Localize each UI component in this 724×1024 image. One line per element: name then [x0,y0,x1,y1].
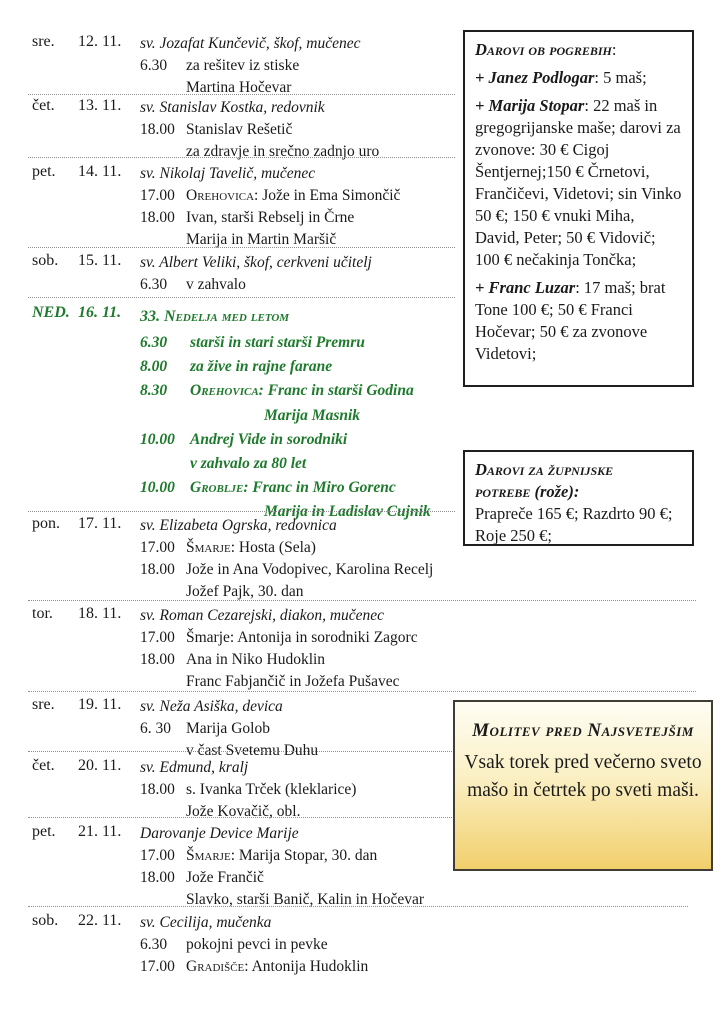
mass-intention: : Marija Stopar, 30. dan [230,847,378,864]
date-label: 12. 11. [78,33,122,50]
date-label: 19. 11. [78,696,122,713]
row-separator [28,691,696,692]
feast-title: Darovanje Device Marije [140,825,299,842]
mass-intention: za rešitev iz stiske [186,57,300,74]
mass-intention: Ivan, starši Rebselj in Črne [186,209,355,226]
mass-intention: Franc Fabjančič in Jožefa Pušavec [186,673,400,690]
row-separator [28,600,696,601]
mass-time: 18.00 [140,121,175,138]
mass-intention: v zahvalo [186,276,246,293]
place-name: Groblje [190,479,244,497]
funeral-entry-details: : 22 maš in gregogrijanske maše; darovi za zvonove: 30 € Cigoj Šentjernej;150 € Črnetovi, Frančičevi, Videtovi; sin Vinko 50 €; 150 € vnuki Miha, David, Peter; 50 € Vidovič; 100 € nečakinja Tončka; [475,96,682,269]
mass-line [140,627,700,649]
mass-time: 6.30 [140,334,168,351]
place-name: Gradišče [186,958,245,975]
date-label: 14. 11. [78,163,122,180]
row-separator [28,157,455,158]
funeral-entry [475,277,682,365]
feast-title: sv. Nikolaj Tavelič, mučenec [140,165,316,182]
mass-line [140,404,700,428]
mass-time: 10.00 [140,430,175,448]
mass-time: 8.30 [140,382,168,400]
day-label: sob. [32,252,59,269]
feast-title: sv. Cecilija, mučenka [140,914,272,931]
mass-intention: Marija in Martin Maršič [186,231,337,248]
feast-title: sv. Roman Cezarejski, diakon, mučenec [140,607,385,624]
row-content [140,912,700,978]
feast-title: sv. Elizabeta Ogrska, redovnica [140,517,337,534]
mass-time [140,77,186,99]
day-label: sre. [32,33,55,50]
mass-time: 6.30 [140,57,168,74]
day-label: pet. [32,163,56,180]
row-separator [28,511,455,512]
prayer-box-title: Molitev pred Najsvetejšim [472,720,694,741]
mass-intention: Ana in Niko Hudoklin [186,651,326,668]
mass-intention: pokojni pevci in pevke [186,936,328,953]
feast-title: sv. Edmund, kralj [140,759,249,776]
mass-intention: : Jože in Ema Simončič [254,187,401,204]
mass-time: 18.00 [140,209,175,226]
mass-line [140,649,700,671]
mass-intention: s. Ivanka Trček (kleklarice) [186,781,357,798]
mass-time [140,671,186,693]
mass-intention: v zahvalo za 80 let [190,455,307,473]
mass-time: 6.30 [140,276,168,293]
mass-intention: Martina Hočevar [186,79,292,96]
mass-intention: : Antonija Hudoklin [244,958,369,975]
funeral-box-entries [475,67,682,365]
place-name: Orehovica [186,187,255,204]
funeral-entry-details: : 17 maš; brat Tone 100 €; 50 € Franci Hočevar; 50 € za zvonove Videtovi; [475,278,666,363]
parish-needs-header-line2: potrebe (rože): [475,482,580,501]
mass-time: 18.00 [140,561,175,578]
mass-time: 18.00 [140,869,175,886]
mass-line [140,428,700,452]
funeral-box-header [475,39,682,61]
mass-line [140,889,700,911]
mass-line [140,934,700,956]
feast-title: sv. Albert Veliki, škof, cerkveni učitelj [140,254,372,271]
mass-time: 6.30 [140,936,168,953]
date-label: 22. 11. [78,912,122,929]
row-separator [28,94,455,95]
place-name: Šmarje [186,539,231,556]
mass-line [140,956,700,978]
funeral-entry-details: : 5 maš; [594,68,647,87]
parish-needs-header-line1: Darovi za župnijske [475,460,614,479]
feast-title: sv. Neža Asiška, devica [140,698,283,715]
day-label: tor. [32,605,53,622]
day-label: čet. [32,97,55,114]
mass-intention: Marija in Ladislav Cujnik [264,503,431,521]
mass-intention: : Hosta (Sela) [230,539,316,556]
mass-intention: za zdravje in srečno zadnjo uro [186,143,380,160]
prayer-box-body: Vsak torek pred večerno sveto mašo in četrtek po sveti maši. [464,752,702,801]
row-separator [28,751,452,752]
mass-intention: starši in stari starši Premru [190,334,365,351]
day-label: sre. [32,696,55,713]
mass-intention: Jožef Pajk, 30. dan [186,583,304,600]
mass-time: 17.00 [140,629,175,646]
day-label: čet. [32,757,55,774]
mass-time: 17.00 [140,958,175,975]
deceased-name: + Janez Podlogar [475,68,595,87]
feast-title: 33. Nedelja med letom [140,308,290,325]
day-label: sob. [32,912,59,929]
mass-time: 18.00 [140,781,175,798]
mass-time: 17.00 [140,539,175,556]
mass-time [140,452,190,476]
mass-intention: za žive in rajne farane [190,358,333,376]
mass-line [140,671,700,693]
mass-intention: Jože Frančič [186,869,264,886]
parish-needs-body: Prapreče 165 €; Razdrto 90 €; Roje 250 €; [475,504,673,545]
mass-time [140,889,186,911]
date-label: 20. 11. [78,757,122,774]
mass-time: 10.00 [140,479,175,497]
row-separator [28,906,688,907]
mass-intention: Šmarje: Antonija in sorodniki Zagorc [186,629,418,646]
deceased-name: + Marija Stopar [475,96,585,115]
funeral-donations-box [463,30,694,387]
mass-time [140,801,186,823]
mass-line [140,559,700,581]
day-label: pet. [32,823,56,840]
row-separator [28,817,452,818]
mass-intention: Jože Kovačič, obl. [186,803,301,820]
mass-intention: Marija Masnik [264,406,361,424]
mass-time: 18.00 [140,651,175,668]
funeral-entry [475,95,682,271]
mass-time: 17.00 [140,847,175,864]
mass-time: 8.00 [140,358,168,376]
mass-time: 17.00 [140,187,175,204]
parish-needs-box [463,450,694,546]
funeral-box-title: Darovi ob pogrebih [475,40,612,59]
funeral-box-title-colon: : [611,40,617,59]
date-label: 13. 11. [78,97,122,114]
place-name: Orehovica [190,382,259,400]
date-label: 16. 11. [78,304,122,321]
funeral-entry [475,67,682,89]
date-label: 17. 11. [78,515,122,532]
prayer-box [453,700,713,871]
date-label: 21. 11. [78,823,122,840]
mass-intention: : Franc in Miro Gorenc [243,479,396,497]
mass-intention: Andrej Vide in sorodniki [190,430,348,448]
day-label: NED. [32,304,70,321]
date-label: 18. 11. [78,605,122,622]
feast-title: sv. Stanislav Kostka, redovnik [140,99,325,116]
mass-time: 6. 30 [140,720,171,737]
deceased-name: + Franc Luzar [475,278,576,297]
date-label: 15. 11. [78,252,122,269]
feast-title: sv. Jozafat Kunčevič, škof, mučenec [140,35,361,52]
mass-intention: : Franc in starši Godina [258,382,414,400]
mass-intention: Marija Golob [186,720,270,737]
mass-time [140,141,186,163]
row-content [140,605,700,693]
mass-intention: Slavko, starši Banič, Kalin in Hočevar [186,891,425,908]
mass-intention: Jože in Ana Vodopivec, Karolina Recelj [186,561,434,578]
mass-intention: v čast Svetemu Duhu [186,742,319,759]
mass-intention: Stanislav Rešetič [186,121,293,138]
row-separator [28,297,455,298]
row-separator [28,247,455,248]
place-name: Šmarje [186,847,231,864]
day-label: pon. [32,515,60,532]
